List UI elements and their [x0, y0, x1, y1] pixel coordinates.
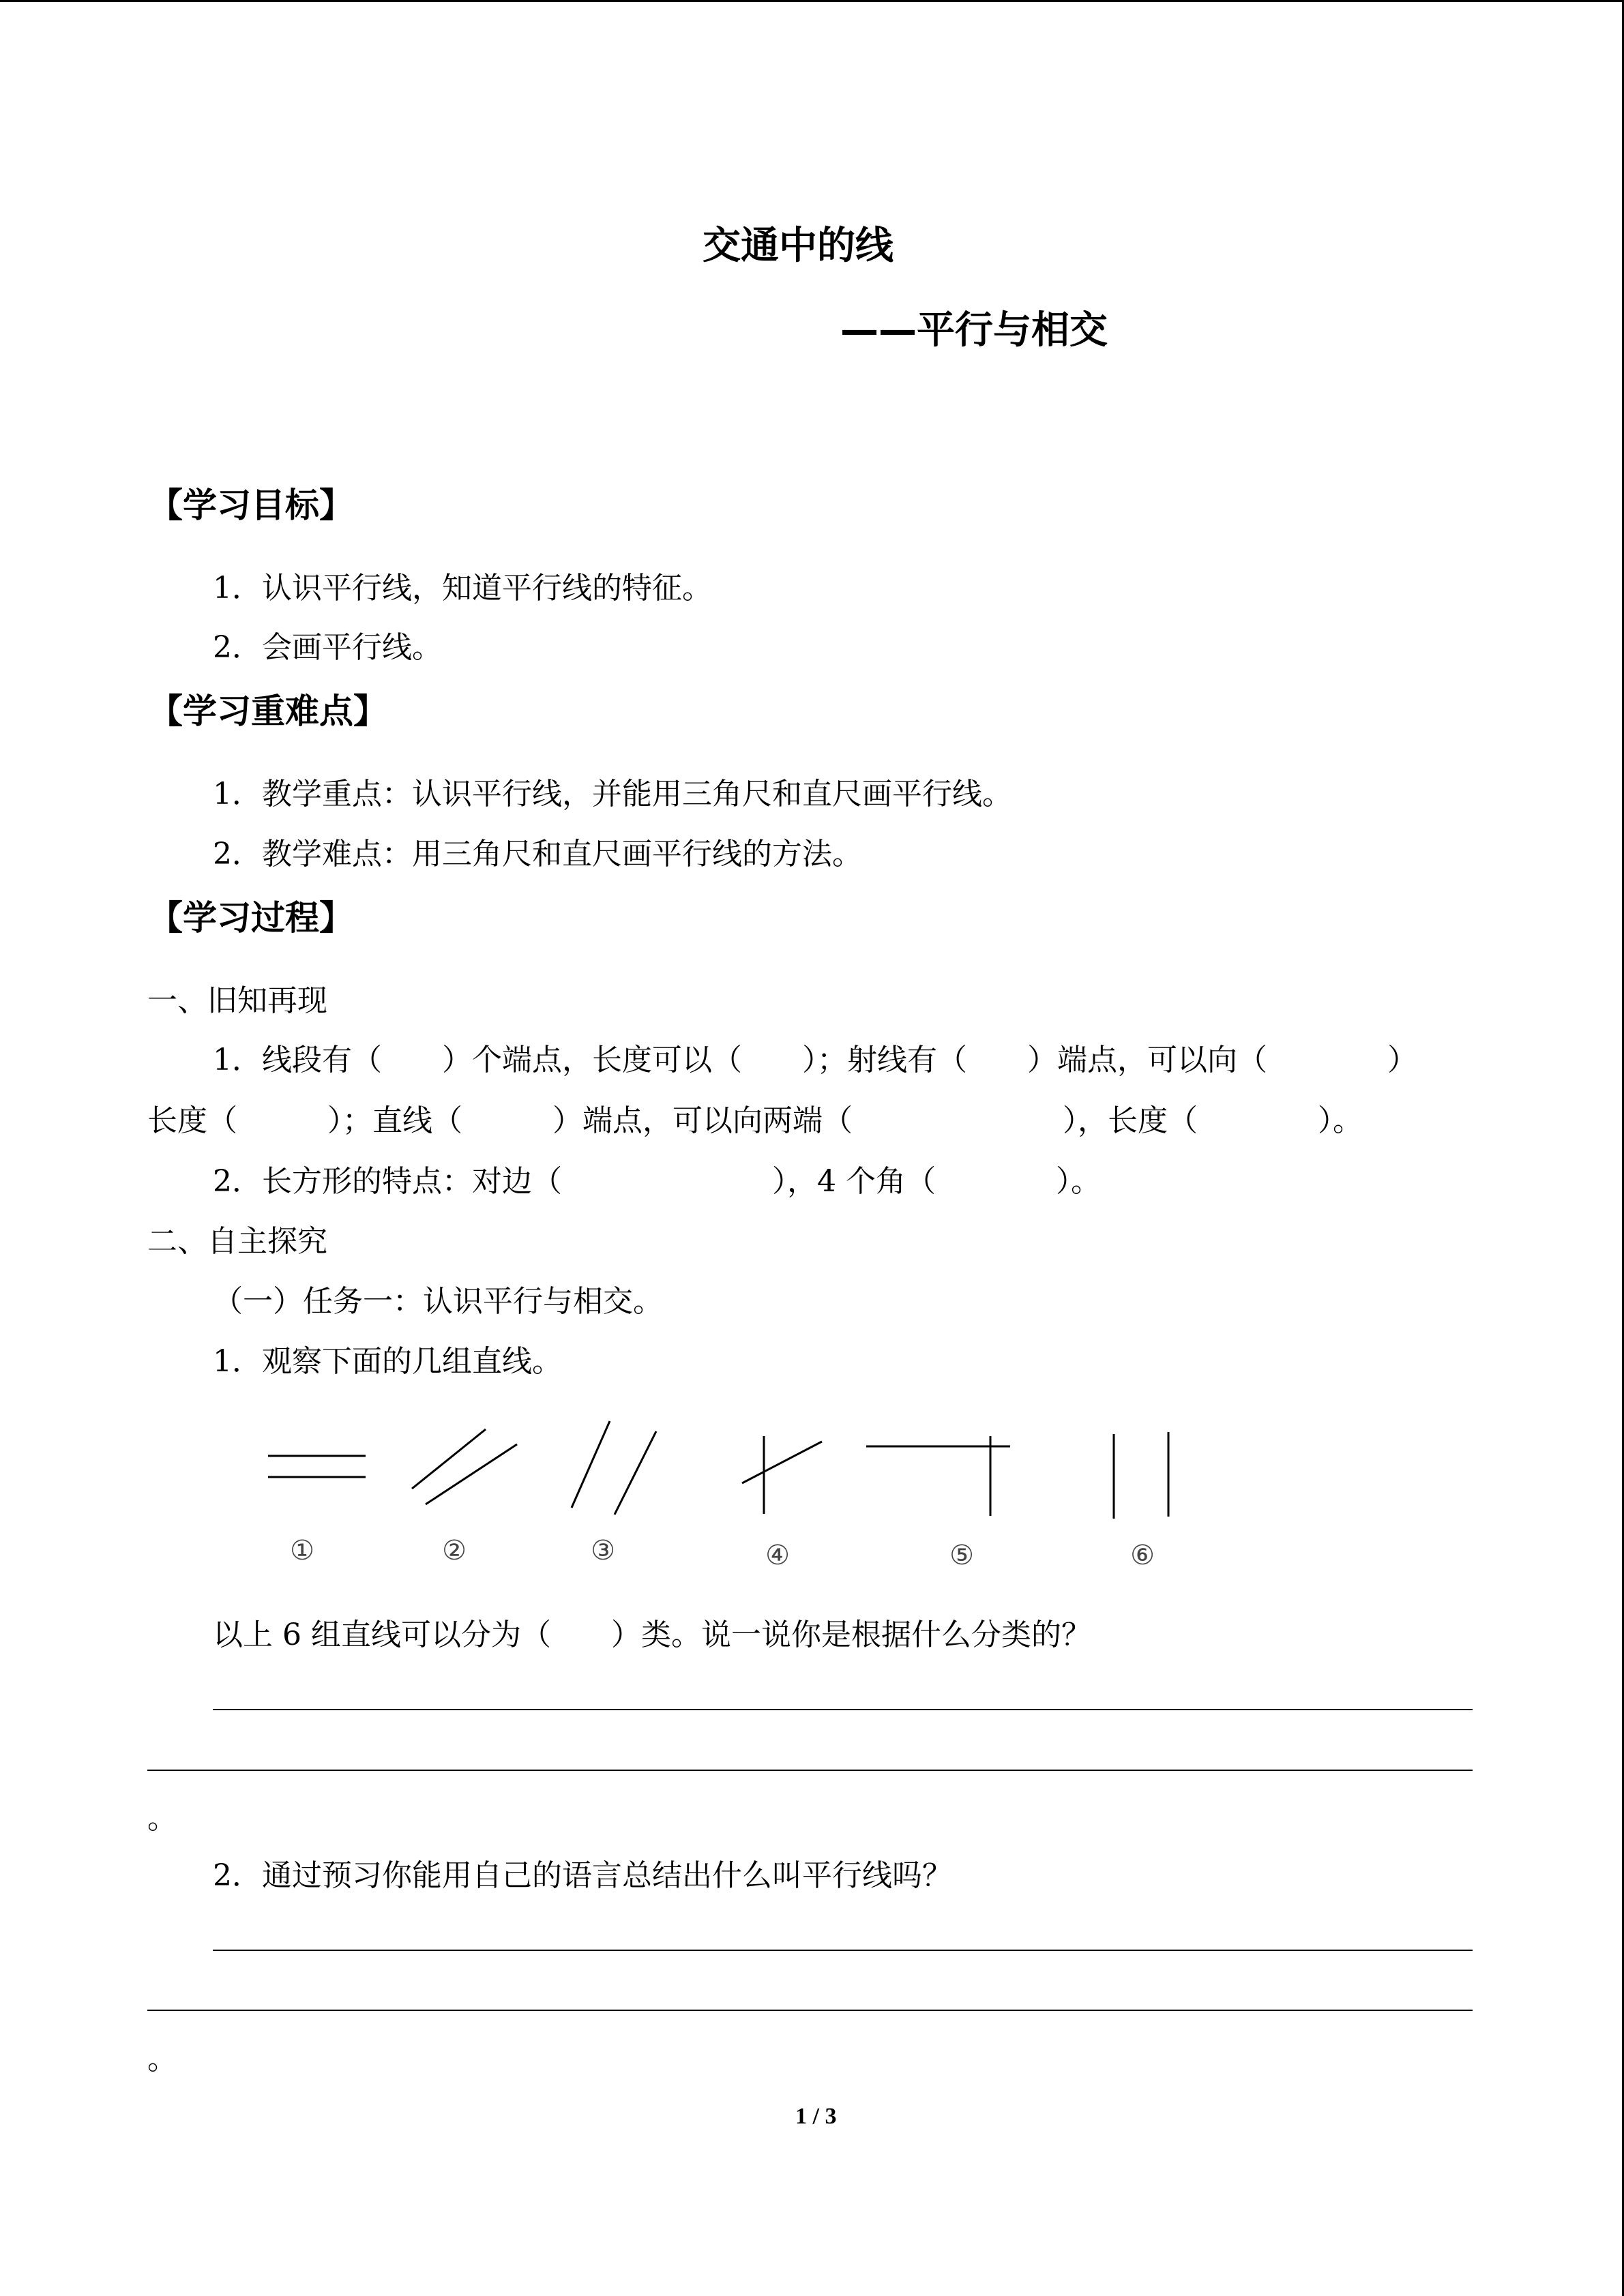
- period-mark: 。: [147, 1801, 177, 1836]
- part2-q1: 1．观察下面的几组直线。: [213, 1344, 562, 1379]
- q1-text-10: ）。: [1318, 1103, 1363, 1138]
- answer-line[interactable]: [213, 1950, 1473, 1951]
- page-subtitle: ——平行与相交: [840, 308, 1108, 353]
- q2-text-3: ）。: [1055, 1164, 1101, 1199]
- q2-text-2: ），4 个角（: [772, 1164, 936, 1199]
- line-group-2: [412, 1429, 517, 1504]
- page-title: 交通中的线: [703, 224, 894, 268]
- figure-label-6: ⑥: [1130, 1540, 1155, 1571]
- line-group-5: [866, 1436, 1010, 1516]
- q1-text-4: ）端点，可以向（: [1027, 1043, 1267, 1077]
- period-mark: 。: [147, 2042, 177, 2076]
- q1-text-8: ）端点，可以向两端（: [552, 1103, 853, 1138]
- q2-text-1: 2．长方形的特点：对边（: [213, 1164, 562, 1199]
- key-point-1: 1．教学重点：认识平行线，并能用三角尺和直尺画平行线。: [213, 777, 1012, 811]
- figure-label-3: ③: [591, 1535, 615, 1566]
- key-point-2: 2．教学难点：用三角尺和直尺画平行线的方法。: [213, 837, 862, 871]
- line-group-6: [1114, 1432, 1168, 1519]
- goal-item-1: 1．认识平行线，知道平行线的特征。: [213, 571, 712, 606]
- q1-text-5: ）: [1387, 1043, 1417, 1077]
- line-group-3: [572, 1421, 656, 1515]
- section-heading-goals: 【学习目标】: [149, 486, 353, 525]
- q1-text-7: ）；直线（: [327, 1103, 462, 1138]
- part1-heading: 一、旧知再现: [147, 983, 327, 1018]
- line-group-4: [742, 1436, 822, 1514]
- figure-label-4: ④: [765, 1540, 790, 1571]
- line-group-1: [268, 1456, 366, 1477]
- q1-text-2: ）个端点，长度可以（: [442, 1043, 742, 1077]
- answer-line[interactable]: [147, 2010, 1473, 2011]
- q1-text-6: 长度（: [147, 1103, 237, 1138]
- section-heading-process: 【学习过程】: [149, 898, 353, 938]
- figure-label-2: ②: [442, 1535, 467, 1566]
- answer-line[interactable]: [213, 1709, 1473, 1710]
- part2-task1: （一）任务一：认识平行与相交。: [213, 1284, 663, 1319]
- q1-text-1: 1．线段有（: [213, 1043, 382, 1077]
- part2-heading: 二、自主探究: [147, 1224, 327, 1259]
- page-number: 1 / 3: [795, 2104, 837, 2129]
- answer-line[interactable]: [147, 1770, 1473, 1771]
- part2-q1-question: 以上 6 组直线可以分为（ ）类。说一说你是根据什么分类的？: [213, 1617, 1091, 1652]
- q1-text-3: ）；射线有（: [802, 1043, 967, 1077]
- figure-label-5: ⑤: [949, 1540, 974, 1571]
- part2-q2: 2．通过预习你能用自己的语言总结出什么叫平行线吗？: [213, 1858, 952, 1893]
- section-heading-key-points: 【学习重难点】: [149, 691, 387, 731]
- q1-text-9: ），长度（: [1063, 1103, 1198, 1138]
- goal-item-2: 2．会画平行线。: [213, 630, 442, 665]
- figure-label-1: ①: [290, 1535, 314, 1566]
